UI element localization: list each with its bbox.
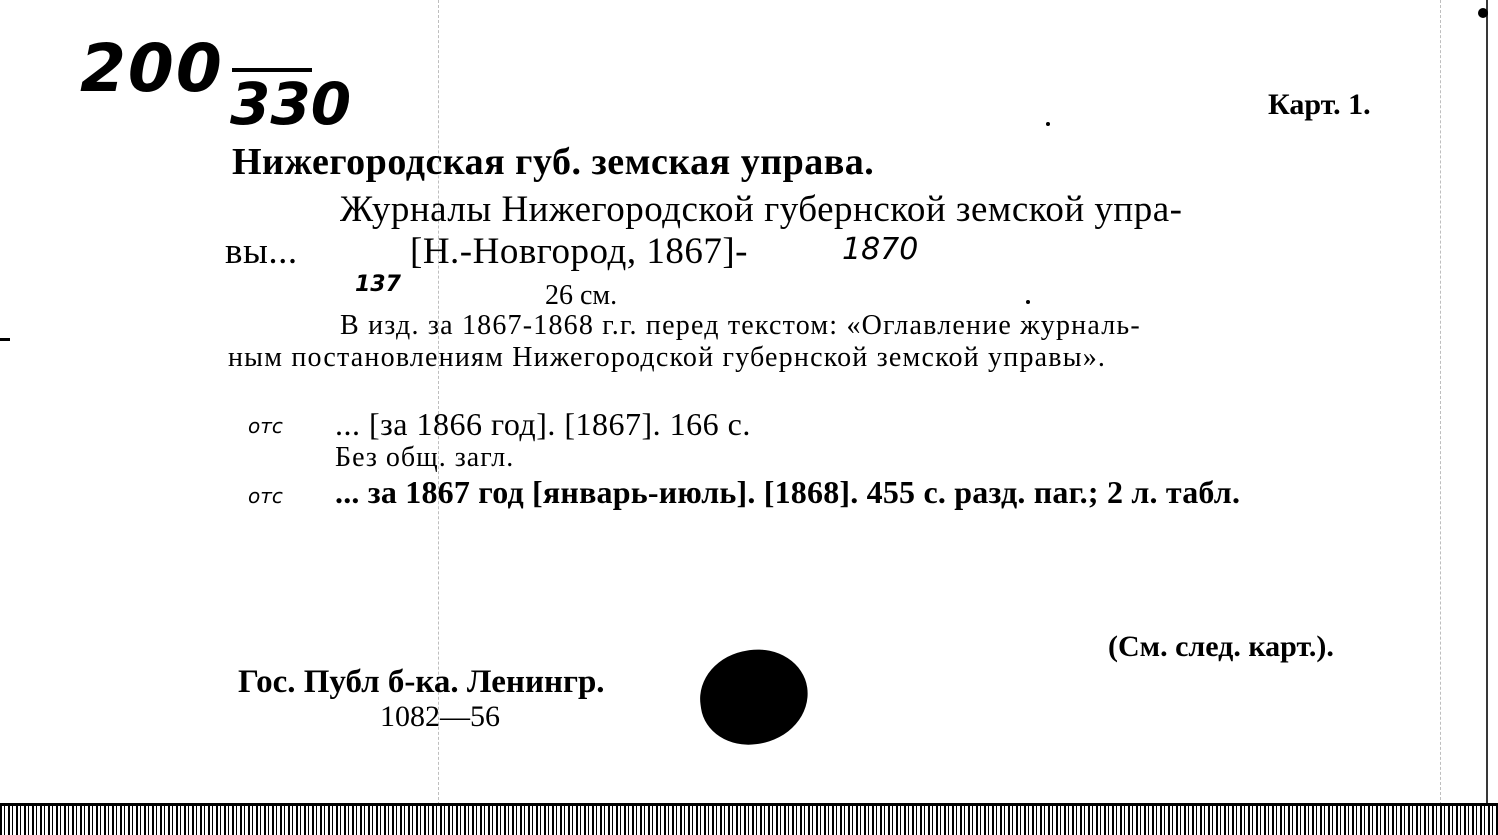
ink-speck: [1046, 122, 1050, 126]
card-number-label: Карт. 1.: [1268, 88, 1371, 121]
volume-entry: ... за 1867 год [январь-июль]. [1868]. 455 с. разд. паг.; 2 л. табл.: [335, 474, 1241, 510]
handwritten-shelf-number: 200: [80, 30, 224, 107]
volume-entry: ... [за 1866 год]. [1867]. 166 с.: [335, 406, 751, 442]
holding-mark: отс: [248, 484, 283, 508]
physical-size: 26 см.: [545, 280, 618, 311]
imprint: [Н.-Новгород, 1867]-: [410, 231, 748, 272]
title-line-1: Журналы Нижегородской губернской земской упра-: [340, 189, 1183, 230]
handwritten-year-note: 1870: [842, 232, 919, 267]
ink-speck: [1478, 8, 1488, 18]
scan-rule-right: [1440, 0, 1442, 810]
contents-note-line-1: В изд. за 1867-1868 г.г. перед текстом: «Оглавление журналь-: [340, 310, 1141, 341]
scan-noise-band: [0, 806, 1498, 835]
handwritten-call-number: 330: [230, 70, 352, 138]
ink-speck: [1026, 300, 1030, 304]
contents-note-line-2: ным постановлениям Нижегородской губернской земской управы».: [228, 342, 1107, 373]
volume-entry-note: Без общ. загл.: [335, 442, 515, 473]
corporate-author-heading: Нижегородская губ. земская управа.: [232, 141, 875, 183]
card-edge-rule: [1486, 0, 1489, 810]
handwritten-margin-note: 137: [355, 272, 401, 297]
see-next-card-note: (См. след. карт.).: [1108, 630, 1334, 663]
holding-mark: отс: [248, 414, 283, 438]
library-imprint: Гос. Публ б-ка. Ленингр.: [238, 664, 605, 700]
title-line-2: вы...: [225, 231, 298, 272]
ink-stamp-blot: [694, 643, 814, 751]
scan-margin-mark: [0, 338, 10, 341]
library-print-code: 1082—56: [380, 700, 500, 733]
